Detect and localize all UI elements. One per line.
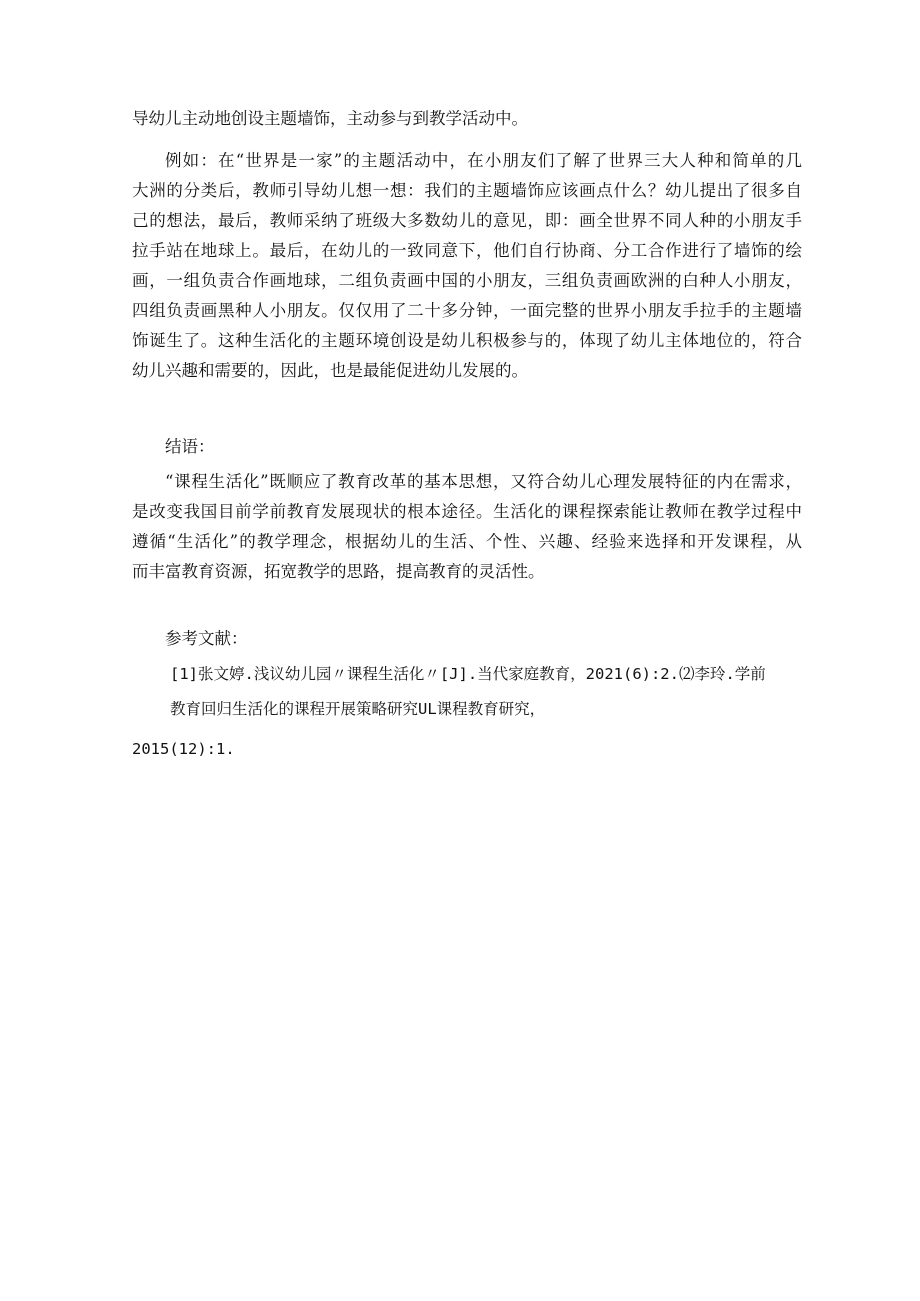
intro-line: 导幼儿主动地创设主题墙饰，主动参与到教学活动中。 [132, 109, 528, 128]
reference-line: 教育回归生活化的课程开展策略研究UL课程教育研究， [170, 700, 546, 718]
references-heading-block [132, 624, 802, 654]
example-line: 拉手站在地球上。最后，在幼儿的一致同意下，他们自行协商、分工合作进行了墙饰的绘 [132, 241, 802, 260]
reference-line: 2015(12):1. [132, 740, 235, 758]
conclusion-heading: 结语： [165, 437, 215, 456]
reference-line: [1]张文婷.浅议幼儿园〃课程生活化〃[J].当代家庭教育，2021(6):2.⑵李玲.学前 [170, 665, 766, 683]
conclusion-heading-block [132, 432, 802, 462]
example-line: 幼儿兴趣和需要的，因此，也是最能促进幼儿发展的。 [132, 361, 528, 380]
example-line: 大洲的分类后，教师引导幼儿想一想：我们的主题墙饰应该画点什么？幼儿提出了很多自 [132, 181, 802, 200]
example-line: 四组负责画黑种人小朋友。仅仅用了二十多分钟，一面完整的世界小朋友手拉手的主题墙 [132, 301, 802, 320]
example-line: 例如：在“世界是一家”的主题活动中，在小朋友们了解了世界三大人种和简单的几 [165, 151, 802, 170]
conclusion-line: 遵循“生活化”的教学理念，根据幼儿的生活、个性、兴趣、经验来选择和开发课程，从 [132, 532, 802, 551]
conclusion-line: “课程生活化”既顺应了教育改革的基本思想，又符合幼儿心理发展特征的内在需求， [165, 472, 802, 491]
example-paragraph [132, 146, 802, 386]
references-heading: 参考文献： [165, 629, 248, 648]
example-line: 饰诞生了。这种生活化的主题环境创设是幼儿积极参与的，体现了幼儿主体地位的，符合 [132, 331, 802, 350]
example-line: 画，一组负责合作画地球，二组负责画中国的小朋友，三组负责画欧洲的白种人小朋友， [132, 271, 802, 290]
conclusion-line: 而丰富教育资源，拓宽教学的思路，提高教育的灵活性。 [132, 562, 545, 581]
conclusion-line: 是改变我国目前学前教育发展现状的根本途径。生活化的课程探索能让教师在教学过程中 [132, 502, 802, 521]
conclusion-paragraph [132, 467, 802, 587]
references-list [132, 659, 802, 764]
example-line: 己的想法，最后，教师采纳了班级大多数幼儿的意见，即：画全世界不同人种的小朋友手 [132, 211, 802, 230]
intro-paragraph [132, 104, 802, 134]
